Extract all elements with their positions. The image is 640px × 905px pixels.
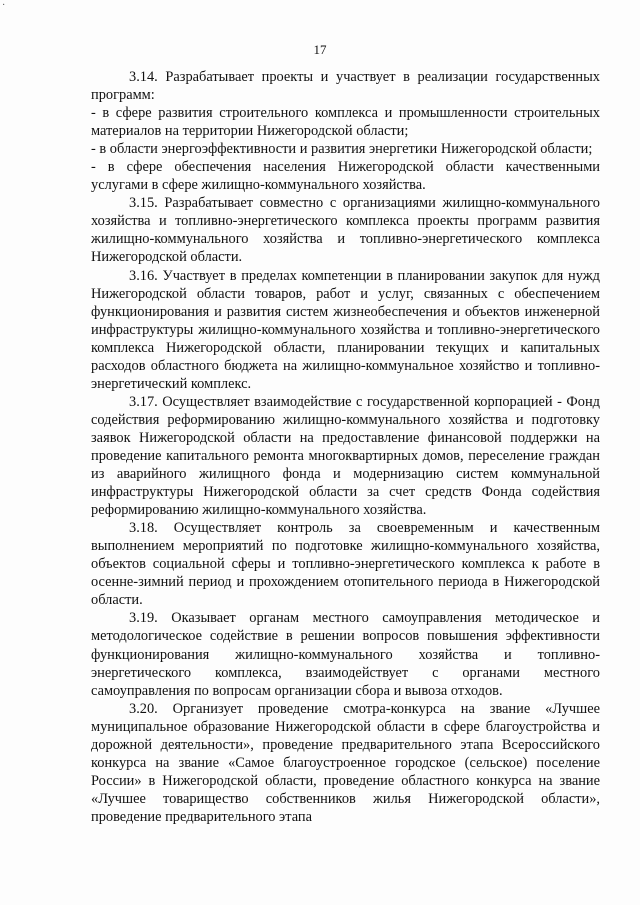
list-item: - в сфере обеспечения населения Нижегородской области качественными услугами в сфере жилищно-коммунального хозяйства. bbox=[91, 159, 600, 194]
paragraph: 3.14. Разрабатывает проекты и участвует в реализации государственных программ: bbox=[91, 69, 600, 104]
paragraph: 3.18. Осуществляет контроль за своевременным и качественным выполнением мероприятий по подготовке жилищно-коммунального хозяйства, объектов социальной сферы и топливно-энергетического комплекса к работе в осенне-зимний период и прохождением отопительного периода в Нижегородской области. bbox=[91, 520, 600, 609]
paragraph: 3.19. Оказывает органам местного самоуправления методическое и методологическое содействие в решении вопросов повышения эффективности функционирования жилищно-коммунального хозяйства и топливно-энергетического комплекса, взаимодействует с органами местного самоуправления по вопросам организации сбора и вывоза отходов. bbox=[91, 610, 600, 699]
list-item: - в области энергоэффективности и развития энергетики Нижегородской области; bbox=[91, 141, 593, 158]
scan-corner-mark: · bbox=[2, 0, 6, 11]
paragraph: 3.15. Разрабатывает совместно с организациями жилищно-коммунального хозяйства и топливно-энергетического комплекса проекты программ развития жилищно-коммунального хозяйства и топливно-энергетического комплекса Нижегородской области. bbox=[91, 195, 600, 266]
page-number: 17 bbox=[313, 42, 327, 57]
paragraph: 3.16. Участвует в пределах компетенции в планировании закупок для нужд Нижегородской области товаров, работ и услуг, связанных с обеспечением функционирования и развития систем жизнеобеспечения и объектов инженерной инфраструктуры жилищно-коммунального хозяйства и топливно-энергетического комплекса Нижегородской области, планировании текущих и капитальных расходов областного бюджета на жилищно-коммунальное хозяйство и топливно-энергетический комплекс. bbox=[91, 267, 600, 392]
paragraph: 3.20. Организует проведение смотра-конкурса на звание «Лучшее муниципальное образование Нижегородской области в сфере благоустройства и дорожной деятельности», проведение предварительного этапа Всероссийского конкурса на звание «Самое благоустроенное городское (сельское) поселение России» в Нижегородской области, проведение областного конкурса на звание «Лучшее товарищество собственников жилья Нижегородской области», проведение предварительного этапа bbox=[91, 700, 600, 825]
paragraph: 3.17. Осуществляет взаимодействие с государственной корпорацией - Фонд содействия реформированию жилищно-коммунального хозяйства и подготовку заявок Нижегородской области на предоставление финансовой поддержки на проведение капитального ремонта многоквартирных домов, переселение граждан из аварийного жилищного фонда и модернизацию систем коммунальной инфраструктуры Нижегородской области за счет средств Фонда содействия реформированию жилищно-коммунального хозяйства. bbox=[91, 393, 600, 519]
list-item: - в сфере развития строительного комплекса и промышленности строительных материалов на территории Нижегородской области; bbox=[91, 105, 600, 140]
document-body bbox=[91, 68, 600, 826]
